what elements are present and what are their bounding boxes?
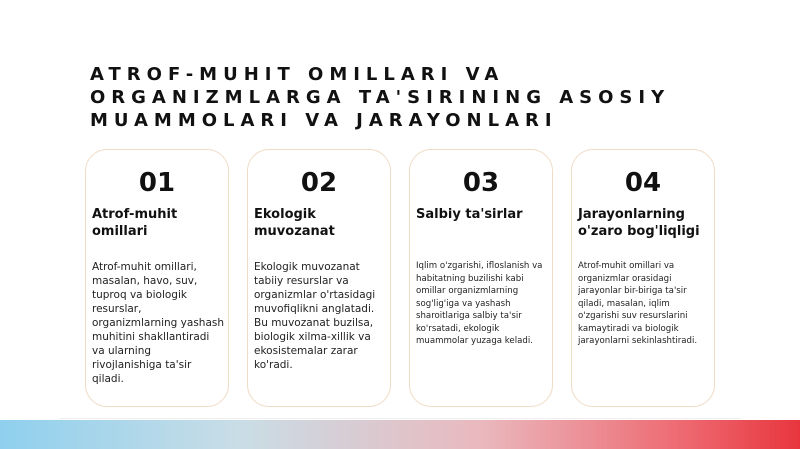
card-environmental-factors — [85, 149, 229, 407]
card-body: Atrof-muhit omillari va organizmlar orasidagi jarayonlar bir-biriga ta'sir qiladi, masalan, iqlim o'zgarishi suv resurslarini kamaytiradi va biologik jarayonlarni sekinlashtiradi. — [578, 261, 698, 346]
card-negative-impacts — [409, 149, 553, 407]
card-heading: Jarayonlarning o'zaro bog'liqligi — [578, 207, 700, 239]
decorative-gradient-bar — [0, 420, 800, 449]
card-number: 02 — [300, 168, 338, 198]
card-body: Iqlim o'zgarishi, ifloslanish va habitatning buzilishi kabi omillar organizmlarning sog'lig'iga va yashash sharoitlariga salbiy ta'sir ko'rsatadi, ekologik muammolar yuzaga keladi. — [416, 261, 543, 346]
divider — [60, 418, 740, 419]
card-number: 04 — [624, 168, 662, 198]
card-body: Atrof-muhit omillari, masalan, havo, suv, tuproq va biologik resurslar, organizmlarning yashash muhitini shakllantiradi va ularning rivojlanishiga ta'sir qiladi. — [92, 261, 225, 385]
card-heading: Ekologik muvozanat — [254, 207, 335, 239]
card-ecological-balance — [247, 149, 391, 407]
card-number: 01 — [138, 168, 176, 198]
card-body: Ekologik muvozanat tabiiy resurslar va organizmlar o'rtasidagi muvofiqlikni anglatadi. Bu muvozanat buzilsa, biologik xilma-xillik va ekosistemalar zarar ko'radi. — [254, 261, 376, 371]
card-heading: Salbiy ta'sirlar — [416, 207, 523, 222]
card-number: 03 — [462, 168, 500, 198]
card-heading: Atrof-muhit omillari — [92, 207, 178, 239]
card-process-interconnection — [571, 149, 715, 407]
slide-title: ATROF-MUHIT OMILLARI VA ORGANIZMLARGA TA'SIRINING ASOSIY MUAMMOLARI VA JARAYONLARI — [90, 64, 671, 131]
